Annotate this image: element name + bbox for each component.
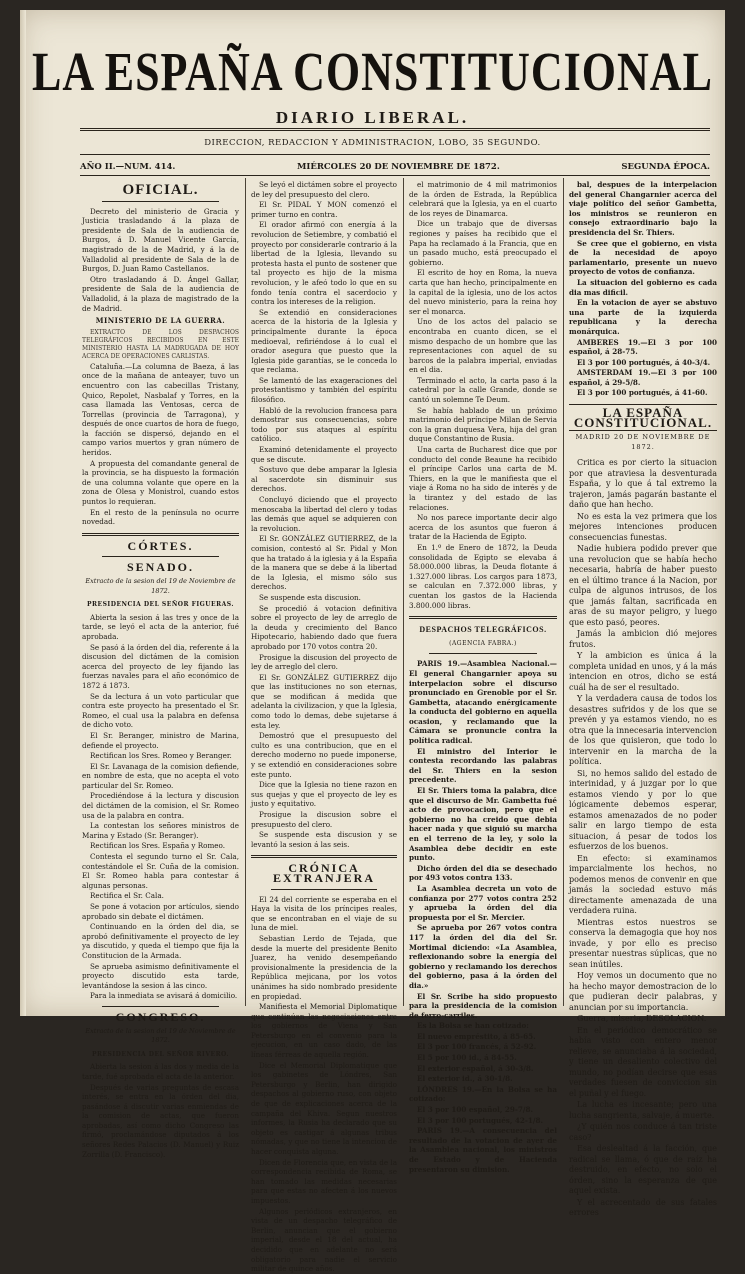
quote-line: El exterior id., á 30-1/8.: [417, 1074, 513, 1084]
paragraph: No nos parece importante decir algo acerca de los asuntos que fueron á tratar de la Hacienda de Egipto.: [409, 513, 557, 542]
divider: [82, 533, 239, 536]
issue-number: AÑO II.—NUM. 414.: [80, 162, 176, 172]
paragraph: Prosigue la discusion del proyecto de ley de arreglo del clero.: [251, 652, 397, 672]
quote-line: El 3 por 100 español, 29-7/8.: [417, 1105, 534, 1115]
paragraph: El Sr. Beranger, ministro de Marina, defiende el proyecto.: [82, 730, 239, 750]
paragraph: El escrito de hoy en Roma, la nueva carta que han hecho, principalmente en la capital de la iglesia, uno de los actos del nuevo ministerio, para la reina hoy ser el monarca.: [409, 268, 557, 316]
paragraph: El Sr. Thiers toma la palabra, dice que el discurso de Mr. Gambetta fué acto de provocacion, pero que el gobierno no ha creido que debia hacer nada y que siguió su marcha en el terreno de la ley, y solo la Asamblea debe decidir en este punto.: [409, 786, 557, 863]
paragraph: Y el acrecentado de sus fatales errores: [569, 1197, 717, 1218]
paragraph: No es esta la vez primera que los mejores intenciones producen consecuencias funestas.: [569, 511, 717, 542]
paragraph: Esa deslealtad á la facción, que radical se llama, ó que de raíz ha destruido, en efecto, no solo el órden, sino la esperanza de que aquel exista.: [569, 1144, 717, 1196]
divider: [429, 653, 537, 654]
paragraph: Se leyó el dictámen sobre el proyecto de ley del presupuesto del clero.: [251, 180, 397, 199]
quote-line: El nuevo empréstito, á 85-65.: [417, 1031, 536, 1041]
divider: [251, 855, 397, 858]
column-2: [251, 180, 397, 1274]
paragraph: Sebastian Lerdo de Tejada, que desde la muerte del presidente Benito Juarez, ha venido desempeñando provisionalmente la presidencia de la República mejicana, por los votos unánimes ha sido nombrado presidente en propiedad.: [251, 933, 397, 1001]
dateline-rule: [80, 175, 710, 176]
paragraph: La situacion del gobierno es cada dia mas dificil.: [569, 277, 717, 297]
paragraph: Concluyó diciendo que el proyecto menoscaba la libertad del clero y todas las demás que aquel se adquieren con la revolucion.: [251, 495, 397, 533]
paragraph: Examinó detenidamente el proyecto que se discute.: [251, 445, 397, 464]
paragraph: La Asamblea decreta un voto de confianza por 277 votos contra 252 y aprueba la órden del dia propuesta por el Sr. Mercier.: [409, 883, 557, 922]
paragraph: Uno de los actos del palacio se encontraba en cuanto dicen, se el mismo despacho de un hombre que las representaciones con aquel de su barcos de la palabra imperial, enviadas en el dia.: [409, 317, 557, 375]
paragraph: El Sr. Lavanaga de la comision defiende, en nombre de esta, que no acepta el voto particular del Sr. Romeo.: [82, 761, 239, 790]
paragraph: Rectifican los Sres. España y Romeo.: [90, 841, 226, 851]
paragraph: Una carta de Bucharest dice que por conducto del conde Beaune ha recibido el príncipe Carlos una carta de M. Thiers, en la que le manifiesta que el viaje á Roma no ha sido de interés y de la tirantez y del estado de las relaciones.: [409, 445, 557, 512]
paragraph: Dicen de Florencia que, en vista de la correspondencia recibida de Roma, se han tomado las medidas necesarias para que estas no afecten á los nuevos impuestos.: [251, 1157, 397, 1205]
quote-line: El exterior español, á 30-3/8.: [417, 1063, 534, 1073]
paragraph: Dice el Memorial Diplomatique que los gabinetes de Lóndres, San Petersburgo y Berlin, han dirigido despachos al gobierno ruso, con objeto de que de explicaciones acerca de la campaña del Khiva. Segun nuestros informes, la Rusia ha declarado que su objeto es castigar á algunas tribus nómadas, y que no tiene la intencion de hacer conquista alguna.: [251, 1060, 397, 1156]
paragraph: Se suspende esta discusion y se levantó la sesion á las seis.: [251, 830, 397, 849]
divider: [102, 556, 219, 557]
paragraph: PARIS 19.—A consecuencia del resultado de la votacion de ayer de la Asamblea nacional, los ministros de Estado y de Hacienda presentaron su dimision.: [409, 1126, 557, 1174]
paragraph: El Sr. Scribe ha sido propuesto para la presidencia de la comision de ferro-carriles.: [409, 991, 557, 1020]
masthead-address: DIRECCION, REDACCION Y ADMINISTRACION, LOBO, 35 SEGUNDO.: [204, 138, 541, 148]
editorial-title: LA ESPAÑA CONSTITUCIONAL.: [569, 404, 717, 431]
quote-line: AMBERES 19.—El 3 por 100 español, á 28-75.: [569, 337, 717, 357]
column-1: [82, 180, 239, 1159]
paragraph: Se procedió á votacion definitiva sobre el proyecto de ley de arreglo de la deuda y crecimiento del Banco Hipotecario, habiendo dado que fuera aprobado por 170 votos contra 20.: [251, 603, 397, 651]
paragraph: Nadie hubiera podido prever que una revolucion que se había hecho necesaria, habría de haber puesto en el último trance á la Nacion, por culpa de algunos intrusos, de los que jamás faltan, sacrificada en aras de su mayor peligro, y luego que esto pasó, peores.: [569, 544, 717, 627]
congreso-extract: Extracto de la sesion del 19 de Noviembre de 1872.: [85, 1026, 236, 1045]
masthead-rule: [80, 128, 710, 131]
section-heading-congreso: CONGRESO.: [115, 1009, 206, 1024]
divider: [271, 889, 377, 890]
paragraph: LÓNDRES 19.—En la Bolsa se ha cotizado:: [409, 1084, 557, 1104]
paragraph: Se extendió en consideraciones acerca de la historia de la Iglesia y principalmente durante la época medioeval, refiriéndose á lo cual el orador asegura que puesto que la Iglesia pide garantías, se le conceda lo que reclama.: [251, 307, 397, 375]
paragraph: Se pasó á la órden del dia, referente á la discusion del dictámen de la comision acerca del proyecto de ley fijando las fuerzas navales para el año económico de 1872 á 1873.: [82, 642, 239, 690]
newspaper-page: [20, 10, 725, 1274]
issue-date: MIÉRCOLES 20 DE NOVIEMBRE DE 1872.: [296, 162, 500, 172]
paragraph: Mientras estos nuestros se conserva la demagogia que hoy nos invade, y por ello es preciso presentar nuestras súplicas, que no sean inútiles.: [569, 917, 717, 969]
paragraph: El Sr. GONZÁLEZ GUTIERREZ, de la comision, contestó al Sr. Pidal y Mon que ha tratado á la iglesia y á la España de la manera que se debe á la libertad de la Iglesia, el mismo sólo sus derechos.: [251, 534, 397, 592]
paragraph: Algunos periódicos extranjeros, en vista de un despacho telegráfico de Berlin, anuncian que el gobierno imperial, desde el 18 del actual, ha decidido que en adelante no será obligatorio para nadie el servicio militar de quince años.: [251, 1206, 397, 1274]
paragraph: Contesta el segundo turno el Sr. Cala, contestándole el Sr. Cuña de la comision. El Sr. Romeo habla para contestar á algunas personas.: [82, 852, 239, 890]
column-divider: [245, 178, 246, 1006]
paragraph: ¿Y quién nos conduce á tan triste caso?: [569, 1122, 717, 1142]
paragraph: Se aprueba asimismo definitivamente el proyecto discutido esta tarde, levantándose la sesion á las cinco.: [82, 961, 239, 990]
paragraph: Abierta la sesion á las dos y media de la tarde, fué aprobada el acta de la anterior.: [82, 1062, 239, 1081]
dateline: [80, 162, 710, 172]
paragraph: Se había hablado de un próximo matrimonio del príncipe Milan de Servia con la gran duquesa Vera, hija del gran duque Constantino de Rusia.: [409, 405, 557, 444]
paragraph: Se lamentó de las exageraciones del protestantismo y también del espíritu filosófico.: [251, 375, 397, 405]
column-3: [409, 180, 557, 1174]
paragraph: Manifiesta el Memorial Diplomatique que continúan las negociaciones entre los gobiernos de Viena y San Petersburgo en el convenio para la ejecucion, en un caso dado, de las líneas férreas de aquella región.: [251, 1002, 397, 1060]
column-divider: [563, 178, 564, 1006]
paragraph: La lucha es incesante; pero una lucha sangrienta, salvaje, á muerte.: [569, 1100, 717, 1120]
paragraph: Critica es por cierto la situacion por que atraviesa la desventurada España, y lo que á tal extremo la trajeron, jamás pagarán bastante el daño que han hecho.: [569, 458, 717, 510]
paragraph: Decreto del ministerio de Gracia y Justicia trasladando á la plaza de presidente de Sala de la audiencia de Burgos, á D. Manuel Vicente García, magistrado de la de Madrid, y á la de Valladolid al presidente de Sala de la de Burgos, D. Juan Ramo Castellanos.: [82, 206, 239, 274]
issue-epoch: SEGUNDA ÉPOCA.: [621, 162, 710, 172]
paragraph: A propuesta del comandante general de la provincia, se ha dispuesto la formación de una columna volante que opere en la zona de Olesa y Monistrol, cuando estos puntos lo requieran.: [82, 458, 239, 507]
quote-line: El 3 por 100 portugués, 42-1/8.: [417, 1115, 543, 1125]
paragraph: El orador afirmó con energía á la revolucion de Setiembre, y combatió el proyecto por considerarle contrario á la libertad de la Iglesia, llevando su protesta hasta el punto de sostener que tal proyecto es hijo de la misma revolucion, y le afeó todo lo que en su fondo tenía contra el sacerdocio y contra los intereses de la religion.: [251, 220, 397, 307]
paragraph: Procediéndose á la lectura y discusion del dictámen de la comision, el Sr. Romeo usa de la palabra en contra.: [82, 791, 239, 820]
senado-extract: Extracto de la sesion del 19 de Noviembre de 1872.: [85, 577, 236, 595]
paragraph: La contestan los señores ministros de Marina y Estado (Sr. Beranger).: [82, 821, 239, 840]
paragraph: Demostró que el presupuesto del culto es una contribucion, que en el derecho moderno no puede imponerse, y se extendió en consideraciones sobre este punto.: [251, 731, 397, 779]
paragraph: bal, despues de la interpelacion del general Changarnier acerca del viaje político del señor Gambetta, los ministros se reunieron en consejo extraordinario bajo la presidencia del Sr. Thiers.: [569, 180, 717, 237]
paragraph: El 24 del corriente se esperaba en el Haya la visita de los príncipes reales, que se encontraban en el viaje de su luna de miel.: [251, 894, 397, 933]
paragraph: EXTRACTO DE LOS DESPACHOS TELEGRÁFICOS RECIBIDOS EN ESTE MINISTERIO HASTA LA MADRUGADA DE HOY ACERCA DE OPERACIONES CARLISTAS.: [82, 328, 239, 360]
paragraph: En efecto: si examinamos imparcialmente los hechos, no podemos menos de convenir en que jamás la sociedad estuvo más directamente amenazada de una verdadera ruina.: [569, 853, 717, 916]
paragraph: Hoy vemos un documento que no ha hecho mayor demostracion de lo que pudieran decir palabras, y anuncian por su importancia.: [569, 971, 717, 1012]
divider: [102, 1006, 219, 1007]
divider: [409, 616, 557, 619]
paragraph: Si, no hemos salido del estado de interinidad, y á juzgar por lo que estamos viendo y por lo que lógicamente debemos esperar, estamos amenazados de no poder salir en largo tiempo de esta situacion, á pesar de todos los esfuerzos de los buenos.: [569, 768, 717, 852]
paragraph: Guerra, miseria, DESOLACION.: [577, 1014, 707, 1024]
paragraph: Habló de la revolucion francesa para demostrar sus consecuencias, sobre todo por sus ataques al espíritu católico.: [251, 405, 397, 444]
paragraph: Otro trasladando á D. Ángel Gallar, presidente de Sala de la audiencia de Valladolid, á la plaza de magistrado de la de Madrid.: [82, 274, 239, 313]
paragraph: Se cree que el gobierno, en vista de la necesidad de apoyo parlamentario, presente un nuevo proyecto de votos de confianza.: [569, 238, 717, 277]
section-heading-senado: SENADO.: [126, 560, 194, 575]
paragraph: Continuando en la órden del dia, se aprobó definitivamente el proyecto de ley ya discutido, y queda el tiempo que fija la Constitucion de la Armada.: [82, 922, 239, 960]
paragraph: Se suspende esta discusion.: [259, 592, 361, 602]
paragraph: Y la verdadera causa de todos los desastres sufridos y de los que se prevén y ya estamos viendo, no es otra que la innecesaria intervencion de los que quisieron, que todo lo intervenir en la marcha de la política.: [569, 694, 717, 767]
paragraph: Se da lectura á un voto particular que contra este proyecto ha presentado el Sr. Romeo, el cual usa la palabra en defensa de dicho voto.: [82, 691, 239, 730]
quote-line: AMSTERDAM 19.—El 3 por 100 español, á 29-5/8.: [569, 368, 717, 387]
paragraph: En el resto de la península no ocurre novedad.: [82, 507, 239, 527]
paragraph: Terminado el acto, la carta paso á la catedral por la calle Grande, donde se cantó un solemne Te Deum.: [409, 375, 557, 405]
quote-line: El 3 por 100 portugués, á 40-3/4.: [577, 357, 711, 367]
quote-line: El 3 por 100 portugués, á 41-60.: [577, 388, 708, 398]
paragraph: Para la inmediata se avisará á domicilio.: [90, 991, 238, 1001]
paragraph: Dice un trabajo que de diversas regiones y países ha recibido que el Papa ha reclamado á la Francia, que en un pasado mucho, está preocupado el gobierno.: [409, 219, 557, 267]
paragraph: Y la ambicion es única á la completa unidad en unos, y á la más intencion en otros, dicho se está cuál ha de ser el resultado.: [569, 651, 717, 692]
paragraph: Se aprueba por 267 votos contra 117 la órden del dia del Sr. Mortimal diciendo: «La Asamblea, reflexionando sobre la energía del gobierno y reclamando los derechos del gobierno, pasa á la órden del dia.»: [409, 923, 557, 990]
section-heading-cronica: CRÓNICA EXTRANJERA: [272, 861, 375, 885]
masthead-subtitle: DIARIO LIBERAL.: [275, 108, 470, 127]
paragraph: Se pone á votacion por artículos, siendo aprobado sin debate el dictámen.: [82, 902, 239, 921]
page-left-edge: [20, 10, 26, 1016]
paragraph: Prosigue la discusion sobre el presupuesto del clero.: [251, 810, 397, 829]
paragraph: Dicho órden del dia se desechado por 493 votos contra 133.: [409, 863, 557, 883]
paragraph: Abierta la sesion á las tres y once de la tarde, se leyó el acta de la anterior, fué aprobada.: [82, 612, 239, 641]
paragraph: PARIS 19.—Asamblea Nacional.—El general Changarnier apoya su interpelacion sobre el discurso pronunciado en Grenoble por el Sr. Gambetta, atacando enérgicamente la conducta del gobierno en aquella ocasion, y reclamando que la Cámara se pronuncie contra la política radical.: [409, 659, 557, 746]
section-heading-oficial: OFICIAL.: [122, 182, 199, 198]
column-4: [569, 180, 717, 1218]
congreso-presidency: PRESIDENCIA DEL SEÑOR RIVERO.: [91, 1050, 230, 1058]
divider: [102, 201, 219, 202]
paragraph: Después de varias preguntas de escasa interés, se entra en la órden del dia, pasándose á discutir varias enmiendas de la comision de actas, que fueron aprobadas, así como dicho Congreso las firmó, proclamándose diputados á los señores Redes Palacios (D. Manuel) y Ruiz Zorrilla (D. Francisco).: [82, 1082, 239, 1159]
editorial-date: MADRID 20 DE NOVIEMBRE DE 1872.: [575, 433, 711, 451]
paragraph: Rectifican los Sres. Romeo y Beranger.: [90, 751, 232, 761]
paragraph: Sostuvo que debe amparar la Iglesia al sacerdote sin disminuir sus derechos.: [251, 465, 397, 494]
section-heading-cortes: CÓRTES.: [127, 538, 194, 553]
quote-line: El 3 por 100 francés, á 52-92.: [417, 1042, 537, 1052]
paragraph: En la votacion de ayer se abstuvo una parte de la izquierda republicana y la derecha monárquica.: [569, 298, 717, 336]
paragraph: En 1.º de Enero de 1872, la Deuda consolidada de Egipto se elevaba á 58.000.000 libras, la Deuda flotante á 1.327.000 libras. Los cargos para 1873, se calculan en 7.372.000 libras, y cuentan los gastos de la Hacienda 3.800.000 libras.: [409, 542, 557, 610]
masthead-title: LA ESPAÑA CONSTITUCIONAL: [32, 41, 713, 103]
paragraph: En el periódico democrático se había visto con entero menor relieve, se anunciaba á la sociedad, y tiene un desaliento colectivo del mundo, no podían decirse que esas verdades fuesen de conviccion sin el puñal y el fuego.: [569, 1025, 717, 1098]
paragraph: El ministro del Interior le contesta recordando las palabras del Sr. Thiers en la sesion precedente.: [409, 746, 557, 785]
quote-line: El 5 por 100 id., á 84-55.: [417, 1053, 517, 1063]
paragraph: Es la Bolsa se han cotizado:: [417, 1021, 529, 1031]
paragraph: Jamás la ambicion dió mejores frutos.: [569, 629, 717, 649]
subheading-guerra: MINISTERIO DE LA GUERRA.: [95, 316, 226, 326]
paragraph: El Sr. GONZÁLEZ GUTIERREZ dijo que las instituciones no son eternas, que se modifican á medida que adelanta la civilizacion, y que la Iglesia, como todo lo demas, debe sujetarse á esta ley.: [251, 672, 397, 730]
paragraph: Rectifica el Sr. Cala.: [90, 891, 164, 901]
agencia-label: (AGENCIA FABRA.): [449, 639, 517, 647]
paragraph: el matrimonio de 4 mil matrimonios de la órden de Estrada, la República celebrará que la Iglesia, ya en el cuarto de los reyes de Dinamarca.: [409, 180, 557, 218]
section-heading-despachos: DESPACHOS TELEGRÁFICOS.: [419, 625, 547, 635]
paragraph: Cataluña.—La columna de Baeza, á las once de la mañana de anteayer, tuvo un encuentro con las cabecillas Tristany, Quico, Repolet, Nasbalaf y Torres, en la casa llamada las Ventosas, cerca de Torrellas (provincia de Tarragona), y después de once cuartos de hora de fuego, la facción se dispersó, dejando en el campo varios muertos y gran número de heridos.: [82, 361, 239, 458]
paragraph: Dice que la Iglesia no tiene razon en sus quejas y que el proyecto de ley es justo y equitativo.: [251, 780, 397, 809]
paragraph: El Sr. PIDAL Y MON comenzó el primer turno en contra.: [251, 200, 397, 219]
column-divider: [403, 178, 404, 1006]
senado-presidency: PRESIDENCIA DEL SEÑOR FIGUERAS.: [87, 601, 234, 609]
address-rule: [80, 154, 710, 155]
